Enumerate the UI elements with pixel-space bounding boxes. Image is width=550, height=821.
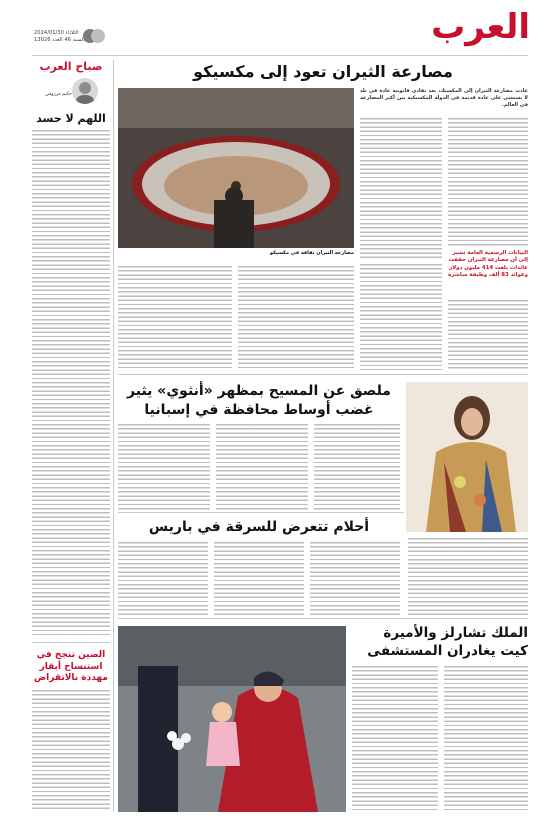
paris-body-col-1 <box>408 538 528 616</box>
photo-caption: مصارعة الثيران ثقافة في مكسيكو <box>269 250 354 256</box>
china-top-rule <box>32 642 110 643</box>
opinion-column <box>32 60 110 635</box>
mid-body-col-3 <box>216 424 308 510</box>
top-body-col-5 <box>238 266 354 370</box>
poster-figure-illustration <box>406 382 528 532</box>
top-body-col-2 <box>360 118 442 258</box>
bullring-illustration <box>118 88 354 248</box>
column-body <box>32 130 110 635</box>
top-body-col-3 <box>448 300 528 370</box>
top-deck: عادت مصارعة الثيران إلى المكسيك، بعد تفادي قانونية عادة في بلد لا يستغني على عادة قديمة في الدولة المكسيكية بين أكبر المصارعة في العالم. <box>360 88 528 108</box>
mid-body-col-4 <box>118 424 210 510</box>
royal-story <box>118 622 528 814</box>
masthead-emblem-icon <box>82 28 106 44</box>
top-body-col-1 <box>448 118 528 248</box>
top-body-col-6 <box>118 266 232 370</box>
royal-headline: الملك تشارلز والأميرة كيت يغادران المستشفى <box>367 625 528 659</box>
royal-photo <box>118 626 346 812</box>
paris-headline: أحلام تتعرض للسرقة في باريس <box>148 519 370 535</box>
royal-photo-illustration <box>118 626 346 812</box>
paris-body-col-4 <box>118 542 208 616</box>
author-avatar <box>72 78 98 104</box>
top-body-col-4 <box>360 264 442 370</box>
masthead-logo: العرب <box>431 7 530 47</box>
date-line: الثلاثاء 2024/01/30 <box>34 30 79 36</box>
mid-body-col-2 <box>314 424 400 510</box>
china-story <box>32 642 110 812</box>
bullring-photo <box>118 88 354 248</box>
mid-story-rule <box>118 512 404 513</box>
column-title: اللهم لا حسد <box>36 112 106 125</box>
poster-photo <box>406 382 528 532</box>
avatar-silhouette-icon <box>72 78 98 104</box>
masthead-rule <box>32 55 528 56</box>
royal-body-col-1 <box>444 666 528 812</box>
issue-block <box>34 30 126 50</box>
column-section-title: صباح العرب <box>39 60 103 73</box>
top-story <box>118 60 528 372</box>
paris-body-col-2 <box>310 542 400 616</box>
column-separator <box>113 60 114 812</box>
pull-quote <box>448 250 528 296</box>
china-headline: الصين تنجح في استنساخ أبقار مهددة بالانقراض <box>34 650 108 683</box>
masthead <box>0 0 550 56</box>
royal-body-col-2 <box>352 666 438 812</box>
top-headline: مصارعة الثيران تعود إلى مكسيكو <box>193 62 453 81</box>
paris-story-rule <box>118 618 528 619</box>
mid-headline: ملصق عن المسيح بمظهر «أنثوي» يثير غضب أوساط محافظة في إسبانيا <box>127 383 391 418</box>
issue-line: السنة 46 العدد 13026 <box>34 37 85 43</box>
top-story-rule <box>118 374 528 375</box>
pull-quote-text: البيانات الرسمية العامة تشير إلى أن مصارعة الثيران حققت عائدات بلغت 414 مليون دولار وعوائد 83 ألف وظيفة مباشرة <box>448 250 528 279</box>
china-body <box>32 690 110 812</box>
paris-story <box>118 516 528 616</box>
column-author: حكيم مرزوقي <box>45 92 72 97</box>
paris-body-col-3 <box>214 542 304 616</box>
mid-story <box>118 378 528 510</box>
